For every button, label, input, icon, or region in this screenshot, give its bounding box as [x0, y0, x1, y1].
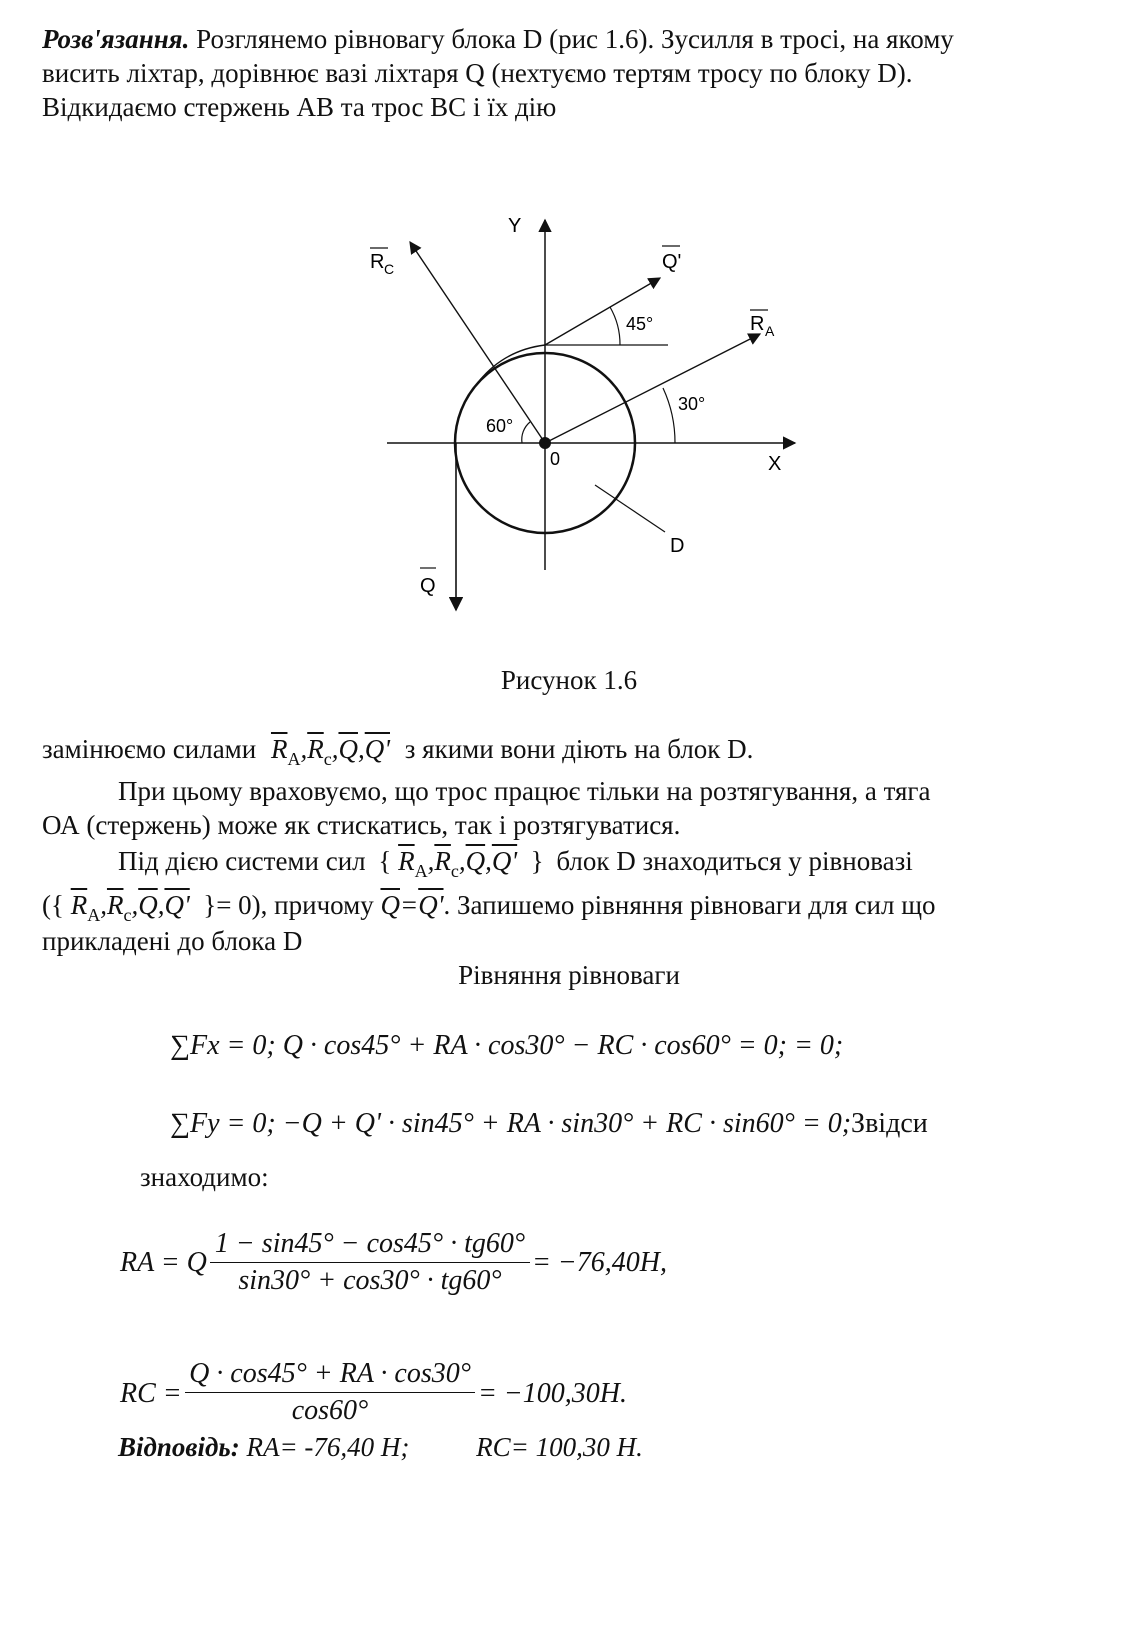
para-1-a: замінюємо силами: [42, 734, 257, 764]
arc-45: [610, 307, 620, 345]
force-q-prime-vector: [545, 278, 660, 345]
figure-caption: Рисунок 1.6: [500, 665, 638, 695]
answer-ra: RA= -76,40 H;: [246, 1432, 410, 1462]
axis-y-label: Y: [508, 215, 522, 237]
angle-45-label: 45°: [626, 314, 654, 334]
label-rc: [370, 248, 394, 277]
angle-30-label: 30°: [678, 394, 706, 414]
para-3-a: Під дією системи сил: [118, 846, 366, 876]
q-equals-qprime: $\overline{Q}=Q'$: [380, 890, 444, 920]
label-rc-sub: C: [384, 261, 395, 277]
label-rc-main: R: [370, 251, 385, 273]
ra-fraction: [210, 1228, 530, 1297]
origin-label: 0: [550, 449, 561, 469]
rc-denominator: cos60°: [291, 1395, 369, 1426]
ra-lhs: RA = Q: [120, 1247, 207, 1278]
solution-label: Розв'язання.: [42, 24, 190, 54]
arc-30: [663, 388, 675, 443]
cable-curve: [480, 345, 545, 380]
answer-line: [118, 1430, 643, 1464]
force-ra-vector: [545, 334, 760, 443]
label-ra-main: R: [750, 313, 765, 335]
intro-line-2: висить ліхтар, дорівнює вазі ліхтаря Q (нехтуємо тертям тросу по блоку D).: [42, 58, 913, 88]
force-rc-vector: [410, 242, 545, 443]
para-1-b: з якими вони діють на блок D.: [404, 734, 754, 764]
rc-lhs: RC =: [120, 1378, 182, 1409]
equilibrium-heading: Рівняння рівноваги: [458, 960, 680, 990]
intro-line-3: Відкидаємо стержень AB та трос BC і їх дію: [42, 92, 557, 122]
answer-label: Відповідь:: [118, 1432, 240, 1462]
rc-numerator: Q · cos45° + RA · cos30°: [189, 1358, 471, 1389]
equation-sum-fy: ∑Fy = 0; −Q + Q' · sin45° + RA · sin30° + RC · sin60° = 0;: [170, 1108, 852, 1139]
label-q-text: Q: [420, 575, 436, 597]
ra-result: = −76,40H,: [532, 1247, 668, 1278]
arc-60: [522, 422, 530, 443]
equation-sum-fx: ∑Fx = 0; Q · cos45° + RA · cos30° − RC · cos60° = 0; = 0;: [170, 1030, 844, 1061]
rc-fraction: [185, 1358, 475, 1427]
para-3-d: . Запишемо рівняння рівноваги для сил що: [443, 890, 936, 920]
axis-x-label: X: [768, 453, 782, 475]
para-3-brace: ({ $\overline{R}_A,\overline{R}_c,\overline{Q},Q'$ }: [42, 890, 217, 925]
label-ra: [750, 310, 775, 339]
para-2-line-2: ОА (стержень) може як стискатись, так і розтягуватися.: [42, 810, 681, 840]
label-q-prime-text: Q': [662, 251, 682, 273]
equation-sum-fy-row: [170, 1108, 928, 1140]
para-3-b: блок D знаходиться у рівновазі: [556, 846, 913, 876]
para-3-line-3: прикладені до блока D: [42, 926, 303, 956]
label-q-prime: [662, 246, 681, 273]
label-ra-sub: A: [765, 323, 775, 339]
rc-result: = −100,30H.: [478, 1378, 628, 1409]
block-label: D: [670, 535, 685, 557]
para-1: [42, 732, 753, 776]
intro-text-1: Розглянемо рівновагу блока D (рис 1.6). Зусилля в тросі, на якому: [196, 24, 954, 54]
answer-rc: RC= 100,30 H.: [476, 1432, 643, 1462]
intro-line-1: [42, 22, 954, 56]
ra-numerator: 1 − sin45° − cos45° · tg60°: [214, 1228, 526, 1259]
para-3-c: = 0), причому: [216, 890, 374, 920]
rc-fraction-bar: [185, 1392, 475, 1393]
para-3-line-1: [118, 844, 913, 888]
ra-fraction-bar: [210, 1262, 530, 1263]
equation-sum-fy-tail: Звідси: [851, 1108, 928, 1139]
angle-60-label: 60°: [486, 416, 514, 436]
para-1-forces: $\overline{R}_A,\overline{R}_c,\overline{Q},Q'$: [270, 734, 390, 769]
label-q: [420, 568, 436, 597]
para-2-line-1: При цьому враховуємо, що трос працює тільки на розтягування, а тяга: [118, 776, 931, 806]
find-text: знаходимо:: [140, 1162, 269, 1192]
ra-denominator: sin30° + cos30° · tg60°: [238, 1265, 502, 1296]
para-3-system: { $\overline{R}_A,\overline{R}_c,\overline{Q},Q'$ }: [378, 846, 544, 881]
